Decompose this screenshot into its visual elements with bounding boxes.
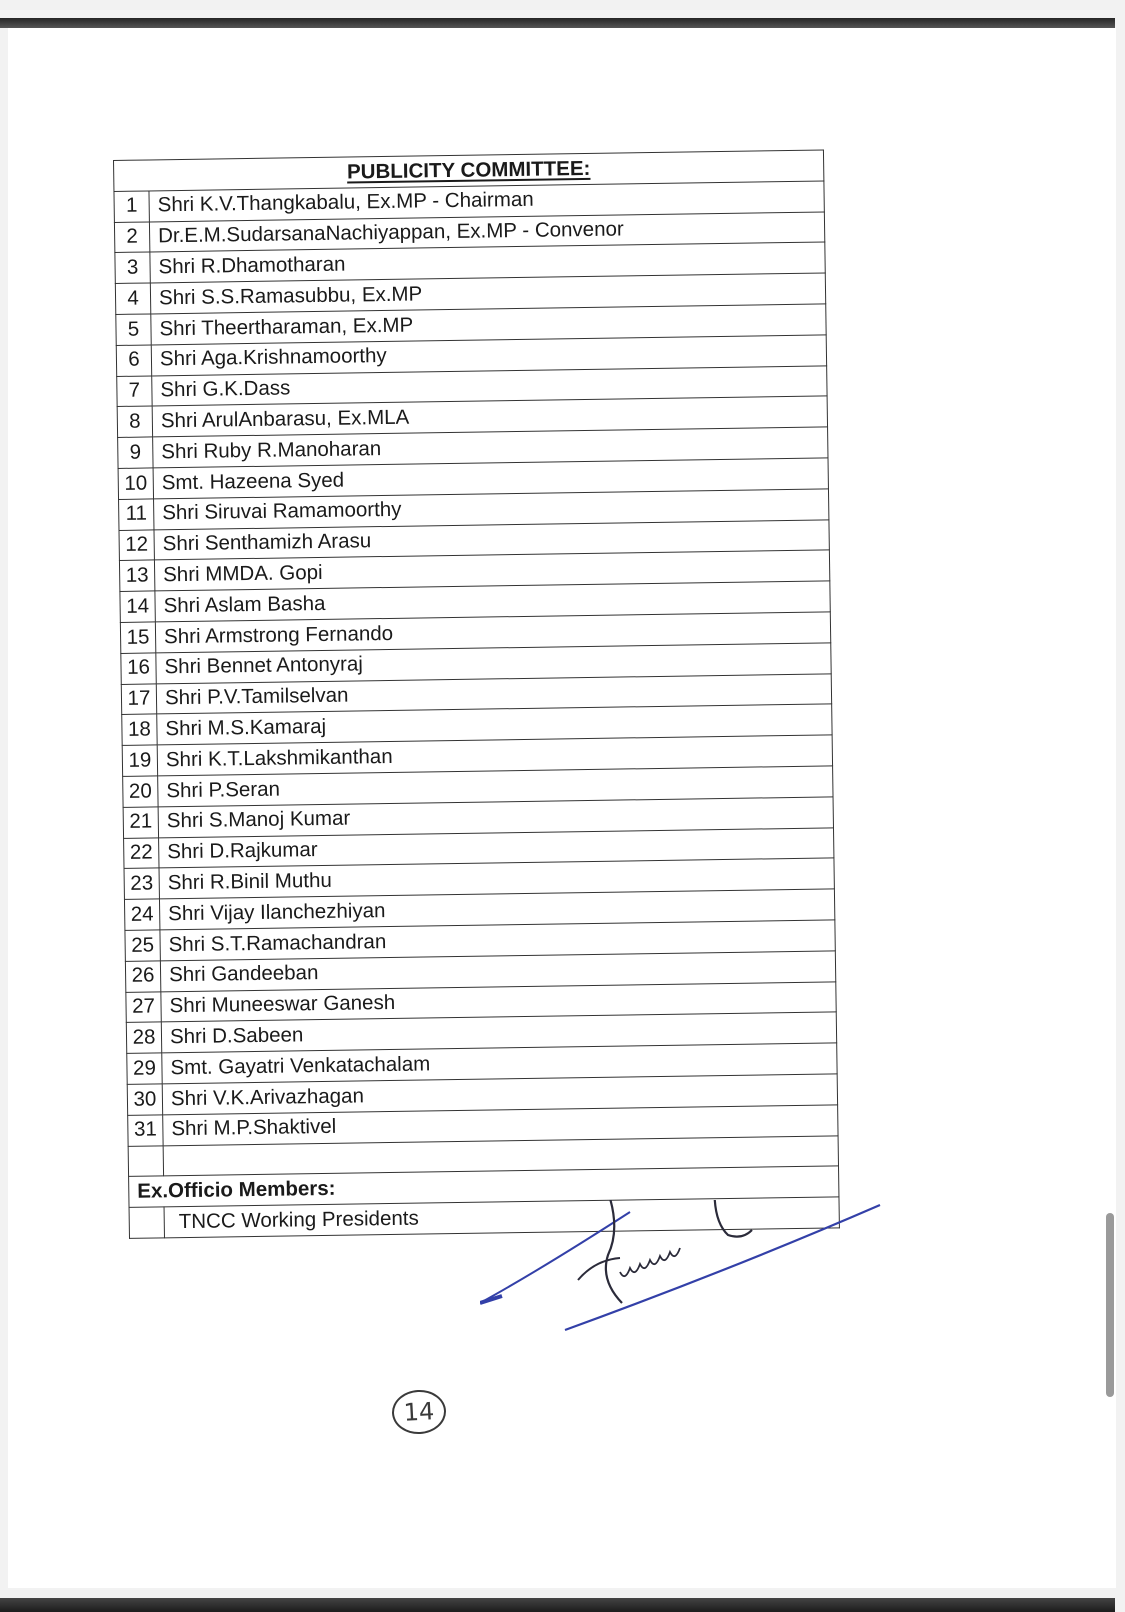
- member-name: Shri Vijay Ilanchezhiyan: [159, 889, 834, 930]
- member-name: Shri MMDA. Gopi: [154, 550, 829, 591]
- member-name: Shri R.Dhamotharan: [150, 242, 825, 283]
- member-name: Shri P.V.Tamilselvan: [156, 673, 831, 714]
- member-number: 17: [121, 683, 156, 714]
- member-number: 2: [114, 222, 149, 253]
- member-name: Shri Ruby R.Manoharan: [153, 427, 828, 468]
- member-name: Shri G.K.Dass: [152, 366, 827, 407]
- member-name: Shri Siruvai Ramamoorthy: [154, 489, 829, 530]
- page-bottom-edge: [0, 1598, 1115, 1612]
- page-number-text: 14: [403, 1397, 435, 1427]
- member-number: 18: [122, 714, 157, 745]
- member-number: 23: [124, 868, 159, 899]
- member-name: Dr.E.M.SudarsanaNachiyappan, Ex.MP - Convenor: [149, 212, 824, 253]
- member-name: Shri Aga.Krishnamoorthy: [151, 335, 826, 376]
- member-name: Shri S.S.Ramasubbu, Ex.MP: [150, 273, 825, 314]
- member-name: Shri P.Seran: [158, 766, 833, 807]
- member-name: Shri Bennet Antonyraj: [156, 643, 831, 684]
- member-number: 20: [123, 776, 158, 807]
- member-number: 28: [126, 1022, 161, 1053]
- member-name: Shri R.Binil Muthu: [159, 858, 834, 899]
- member-number: 5: [116, 314, 151, 345]
- member-number: 24: [124, 899, 159, 930]
- member-number: 3: [115, 252, 150, 283]
- member-number: 6: [116, 345, 151, 376]
- committee-title: PUBLICITY COMMITTEE:: [346, 156, 591, 184]
- member-name: Shri M.P.Shaktivel: [163, 1105, 838, 1146]
- member-number: 21: [123, 807, 158, 838]
- ex-officio-number-cell: [129, 1207, 164, 1238]
- member-number: 10: [118, 468, 153, 499]
- member-name: Shri M.S.Kamaraj: [157, 704, 832, 745]
- member-number: 30: [127, 1084, 162, 1115]
- member-name: Shri K.V.Thangkabalu, Ex.MP - Chairman: [149, 181, 824, 222]
- blank-number-cell: [128, 1145, 163, 1176]
- member-name: Shri K.T.Lakshmikanthan: [157, 735, 832, 776]
- member-name: Smt. Gayatri Venkatachalam: [162, 1043, 837, 1084]
- member-number: 11: [119, 499, 154, 530]
- member-name: Shri ArulAnbarasu, Ex.MLA: [152, 396, 827, 437]
- page-top-edge: [0, 18, 1115, 28]
- member-number: 13: [119, 560, 154, 591]
- member-number: 27: [126, 991, 161, 1022]
- member-name: Shri S.T.Ramachandran: [160, 920, 835, 961]
- scrollbar-thumb[interactable]: [1106, 1213, 1114, 1397]
- member-name: Shri Muneeswar Ganesh: [161, 981, 836, 1022]
- member-number: 12: [119, 529, 154, 560]
- member-name: Shri D.Rajkumar: [159, 827, 834, 868]
- member-number: 1: [114, 191, 149, 222]
- member-number: 14: [120, 591, 155, 622]
- member-name: Shri D.Sabeen: [161, 1012, 836, 1053]
- member-number: 26: [125, 961, 160, 992]
- member-name: Shri V.K.Arivazhagan: [162, 1074, 837, 1115]
- member-number: 29: [127, 1053, 162, 1084]
- member-number: 9: [118, 437, 153, 468]
- member-number: 25: [125, 930, 160, 961]
- member-number: 8: [117, 406, 152, 437]
- member-name: Shri S.Manoj Kumar: [158, 797, 833, 838]
- member-name: Shri Senthamizh Arasu: [154, 519, 829, 560]
- member-name: Shri Aslam Basha: [155, 581, 830, 622]
- publicity-committee-table: [113, 149, 840, 1238]
- member-number: 22: [124, 837, 159, 868]
- member-number: 19: [122, 745, 157, 776]
- member-name: Shri Gandeeban: [160, 951, 835, 992]
- handwritten-signature: [480, 1200, 910, 1380]
- member-number: 15: [120, 622, 155, 653]
- ex-officio-member: TNCC Working Presidents: [164, 1197, 839, 1238]
- ex-officio-heading: Ex.Officio Members:: [129, 1166, 839, 1207]
- member-name: Smt. Hazeena Syed: [153, 458, 828, 499]
- member-number: 4: [115, 283, 150, 314]
- member-table-body: [114, 150, 839, 1146]
- member-name: Shri Theertharaman, Ex.MP: [151, 304, 826, 345]
- member-number: 16: [121, 653, 156, 684]
- member-number: 31: [128, 1115, 163, 1146]
- member-name: Shri Armstrong Fernando: [155, 612, 830, 653]
- member-number: 7: [117, 376, 152, 407]
